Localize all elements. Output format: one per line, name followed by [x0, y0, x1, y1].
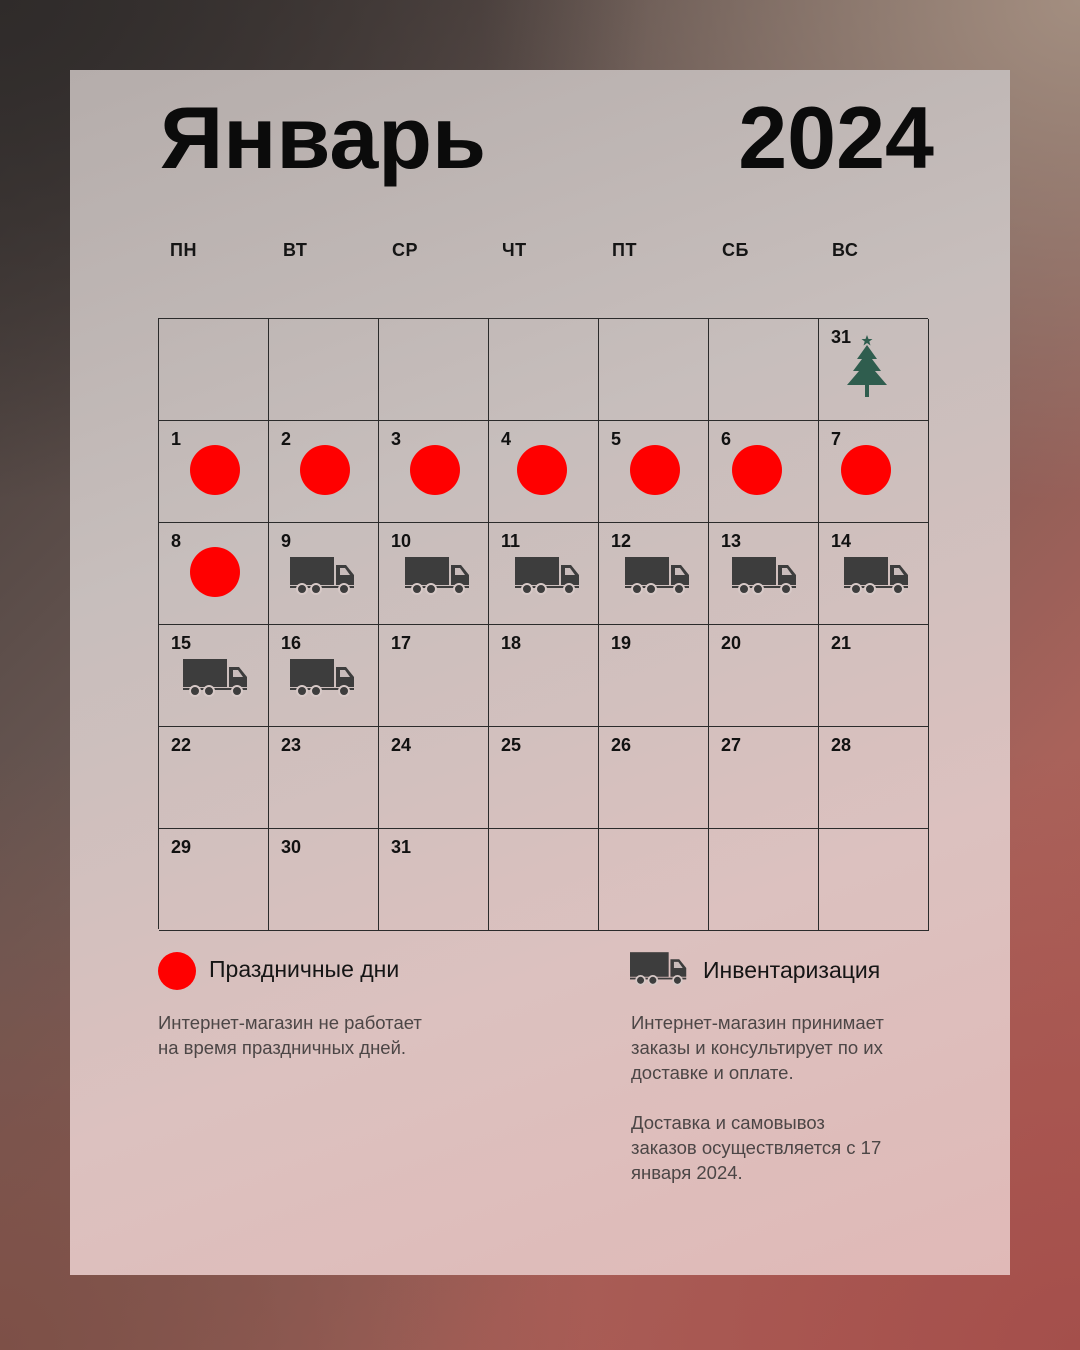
- day-number: 30: [281, 837, 302, 857]
- empty-day-cell: [709, 829, 819, 931]
- day-cell-1: [159, 421, 269, 523]
- empty-day-cell: [709, 319, 819, 421]
- day-cell-5: [599, 421, 709, 523]
- inventory-legend-delivery-text: Доставка и самовывоз заказов осуществляется с 17 января 2024.: [631, 1112, 882, 1183]
- day-cell-8: [159, 523, 269, 625]
- calendar-card: [70, 70, 1010, 1275]
- day-cell-24: [379, 727, 489, 829]
- red-dot-icon: [732, 445, 782, 495]
- day-cell-4: [489, 421, 599, 523]
- day-cell-29: [159, 829, 269, 931]
- day-cell-22: [159, 727, 269, 829]
- day-cell-28: [819, 727, 929, 829]
- day-cell-7: [819, 421, 929, 523]
- day-number: 16: [281, 633, 302, 653]
- day-cell-25: [489, 727, 599, 829]
- christmas-tree-icon: [844, 335, 890, 401]
- day-cell-31: [379, 829, 489, 931]
- day-cell-12: [599, 523, 709, 625]
- day-cell-2: [269, 421, 379, 523]
- day-number: 19: [611, 633, 632, 653]
- day-cell-31: [819, 319, 929, 421]
- day-number: 1: [171, 429, 182, 449]
- day-number: 8: [171, 531, 182, 551]
- empty-day-cell: [489, 319, 599, 421]
- truck-icon: [290, 657, 356, 697]
- day-cell-21: [819, 625, 929, 727]
- holiday-legend-icon: [158, 952, 196, 990]
- day-number: 6: [721, 429, 732, 449]
- truck-icon: [290, 555, 356, 595]
- truck-icon: [844, 555, 910, 595]
- red-dot-icon: [190, 445, 240, 495]
- day-cell-11: [489, 523, 599, 625]
- holiday-legend-title: Праздничные дни: [209, 956, 400, 982]
- day-number: 23: [281, 735, 302, 755]
- calendar-grid: [158, 318, 928, 929]
- day-number: 31: [831, 327, 852, 347]
- weekday-sat: СБ: [722, 240, 749, 260]
- day-number: 17: [391, 633, 412, 653]
- day-number: 24: [391, 735, 412, 755]
- day-number: 12: [611, 531, 632, 551]
- day-number: 4: [501, 429, 512, 449]
- truck-icon: [515, 555, 581, 595]
- weekday-wed: СР: [392, 240, 419, 260]
- day-number: 13: [721, 531, 742, 551]
- weekday-mon: ПН: [170, 240, 197, 260]
- weekday-sun: ВС: [832, 240, 859, 260]
- day-number: 7: [831, 429, 842, 449]
- day-cell-10: [379, 523, 489, 625]
- truck-icon: [625, 555, 691, 595]
- day-cell-15: [159, 625, 269, 727]
- weekday-fri: ПТ: [612, 240, 637, 260]
- day-number: 29: [171, 837, 192, 857]
- day-number: 20: [721, 633, 742, 653]
- day-cell-26: [599, 727, 709, 829]
- day-number: 3: [391, 429, 402, 449]
- day-cell-30: [269, 829, 379, 931]
- month-title: Январь: [160, 88, 487, 187]
- day-cell-14: [819, 523, 929, 625]
- empty-day-cell: [599, 829, 709, 931]
- day-cell-18: [489, 625, 599, 727]
- truck-legend-icon: [630, 950, 688, 986]
- day-number: 21: [831, 633, 852, 653]
- day-number: 10: [391, 531, 412, 551]
- day-number: 18: [501, 633, 522, 653]
- day-number: 14: [831, 531, 852, 551]
- day-cell-9: [269, 523, 379, 625]
- day-number: 15: [171, 633, 192, 653]
- day-number: 22: [171, 735, 192, 755]
- day-cell-19: [599, 625, 709, 727]
- day-number: 5: [611, 429, 622, 449]
- day-cell-6: [709, 421, 819, 523]
- empty-day-cell: [819, 829, 929, 931]
- red-dot-icon: [841, 445, 891, 495]
- day-number: 11: [501, 531, 521, 551]
- day-number: 9: [281, 531, 292, 551]
- red-dot-icon: [410, 445, 460, 495]
- empty-day-cell: [489, 829, 599, 931]
- day-number: 25: [501, 735, 522, 755]
- holiday-legend-text: Интернет-магазин не работает на время праздничных дней.: [158, 1012, 422, 1058]
- day-cell-20: [709, 625, 819, 727]
- day-cell-3: [379, 421, 489, 523]
- red-dot-icon: [190, 547, 240, 597]
- red-dot-icon: [630, 445, 680, 495]
- weekday-thu: ЧТ: [502, 240, 527, 260]
- day-cell-23: [269, 727, 379, 829]
- red-dot-icon: [300, 445, 350, 495]
- day-number: 2: [281, 429, 292, 449]
- year-title: 2024: [738, 88, 934, 187]
- truck-icon: [405, 555, 471, 595]
- inventory-legend-text: Интернет-магазин принимает заказы и консультирует по их доставке и оплате.: [631, 1012, 884, 1083]
- red-dot-icon: [517, 445, 567, 495]
- empty-day-cell: [599, 319, 709, 421]
- empty-day-cell: [379, 319, 489, 421]
- empty-day-cell: [269, 319, 379, 421]
- day-cell-27: [709, 727, 819, 829]
- day-cell-16: [269, 625, 379, 727]
- inventory-legend-title: Инвентаризация: [703, 957, 881, 983]
- empty-day-cell: [159, 319, 269, 421]
- day-number: 31: [391, 837, 412, 857]
- day-cell-13: [709, 523, 819, 625]
- truck-icon: [183, 657, 249, 697]
- day-number: 28: [831, 735, 852, 755]
- day-number: 27: [721, 735, 742, 755]
- day-cell-17: [379, 625, 489, 727]
- day-number: 26: [611, 735, 632, 755]
- truck-icon: [732, 555, 798, 595]
- weekday-tue: ВТ: [283, 240, 308, 260]
